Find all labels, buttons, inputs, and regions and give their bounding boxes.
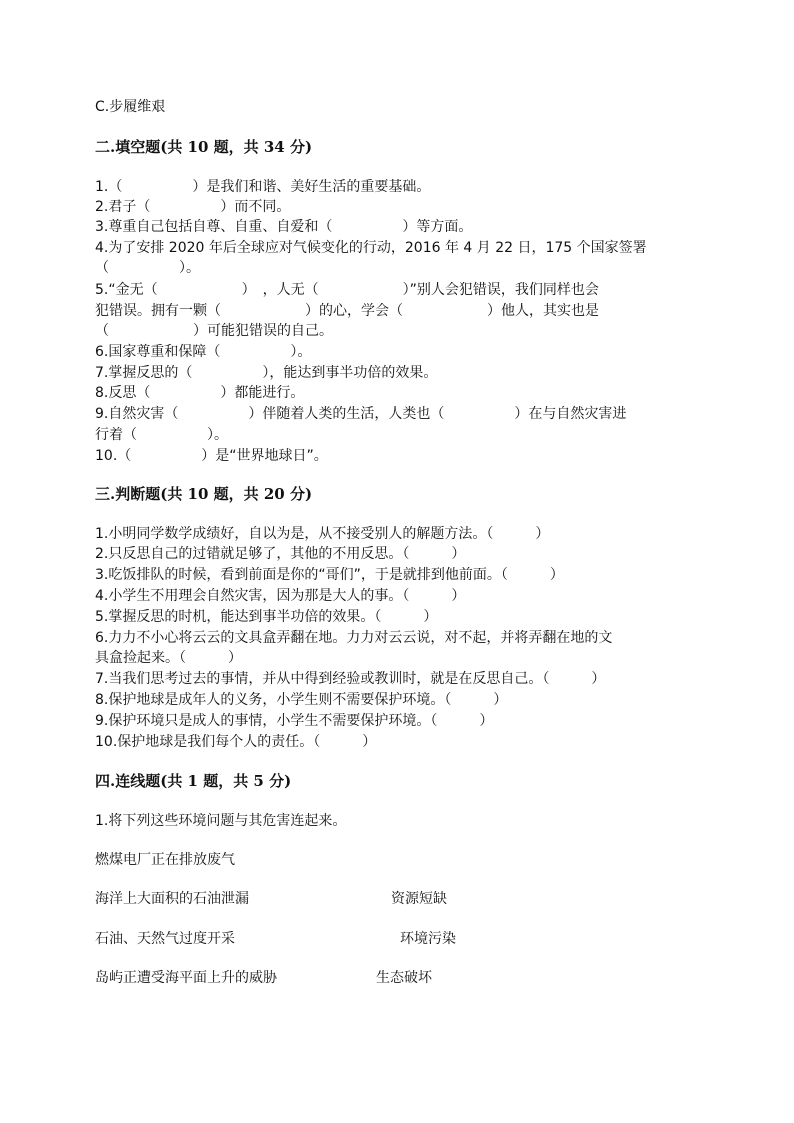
matching-question: 1.将下列这些环境问题与其危害连起来。 [95,813,347,829]
fill-in-q5-line3: （ ）可能犯错误的自己。 [95,323,333,339]
matching-left-item: 石油、天然气过度开采 [95,931,235,947]
fill-in-q2: 2.君子（ ）而不同。 [95,199,291,215]
fill-in-q5-line1: 5.“金无（ ） ，人无（ ）”别人会犯错误，我们同样也会 [95,282,599,298]
fill-in-q9-line1: 9.自然灾害（ ）伴随着人类的生活，人类也（ ）在与自然灾害进 [95,406,627,422]
true-false-q4: 4.小学生不用理会自然灾害，因为那是大人的事。（ ） [95,588,466,604]
matching-right-item: 资源短缺 [391,891,447,907]
fill-in-q4-line2: （ ）。 [95,260,200,276]
fill-in-q10: 10.（ ）是“世界地球日”。 [95,448,328,464]
matching-right-item: 生态破坏 [376,970,432,986]
section-heading-true-false: 三.判断题(共 10 题，共 20 分) [95,485,313,503]
section-heading-matching: 四.连线题(共 1 题，共 5 分) [95,772,292,790]
true-false-q5: 5.掌握反思的时机，能达到事半功倍的效果。（ ） [95,609,438,625]
true-false-q10: 10.保护地球是我们每个人的责任。（ ） [95,734,377,750]
fill-in-q7: 7.掌握反思的（ ），能达到事半功倍的效果。 [95,365,438,381]
section-heading-fill-in: 二.填空题(共 10 题，共 34 分) [95,138,313,156]
matching-left-item: 岛屿正遭受海平面上升的威胁 [95,970,277,986]
matching-left-item: 海洋上大面积的石油泄漏 [95,891,249,907]
previous-option-c: C.步履维艰 [95,99,166,115]
true-false-q7: 7.当我们思考过去的事情，并从中得到经验或教训时，就是在反思自己。（ ） [95,671,606,687]
true-false-q8: 8.保护地球是成年人的义务，小学生则不需要保护环境。（ ） [95,692,508,708]
fill-in-q9-line2: 行着（ ）。 [95,427,228,443]
true-false-q6-line1: 6.力力不小心将云云的文具盒弄翻在地。力力对云云说，对不起，并将弄翻在地的文 [95,630,613,646]
true-false-q1: 1.小明同学数学成绩好，自以为是，从不接受别人的解题方法。（ ） [95,526,550,542]
fill-in-q6: 6.国家尊重和保障（ ）。 [95,344,312,360]
fill-in-q8: 8.反思（ ）都能进行。 [95,385,305,401]
matching-right-item: 环境污染 [400,931,456,947]
fill-in-q3: 3.尊重自己包括自尊、自重、自爱和（ ）等方面。 [95,219,473,235]
fill-in-q1: 1.（ ）是我们和谐、美好生活的重要基础。 [95,179,431,195]
true-false-q2: 2.只反思自己的过错就足够了，其他的不用反思。（ ） [95,546,466,562]
matching-left-item: 燃煤电厂正在排放废气 [95,852,235,868]
true-false-q9: 9.保护环境只是成人的事情，小学生不需要保护环境。（ ） [95,713,494,729]
true-false-q3: 3.吃饭排队的时候，看到前面是你的“哥们”，于是就排到他前面。（ ） [95,567,564,583]
fill-in-q5-line2: 犯错误。拥有一颗（ ）的心，学会（ ）他人，其实也是 [95,303,599,319]
true-false-q6-line2: 具盒捡起来。（ ） [95,650,242,666]
fill-in-q4-line1: 4.为了安排 2020 年后全球应对气候变化的行动，2016 年 4 月 22 日，175 个国家签署 [95,240,647,256]
